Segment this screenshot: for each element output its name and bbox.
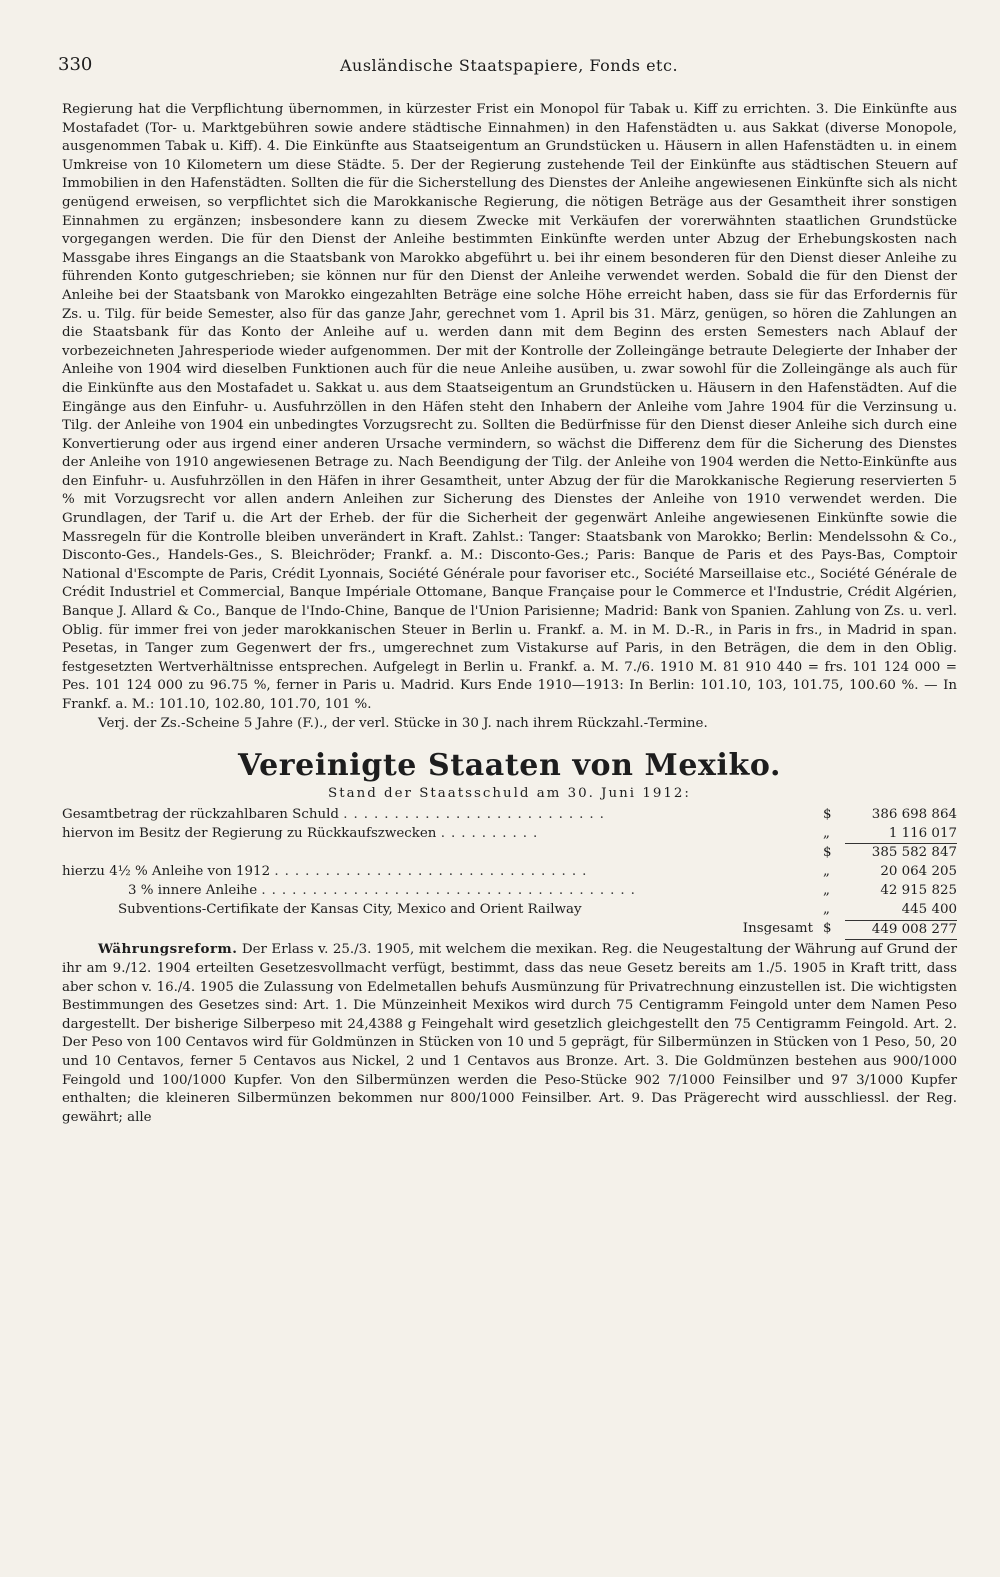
table-row xyxy=(62,806,957,825)
currency-sign: $ xyxy=(823,921,832,937)
debt-label: Gesamtbetrag der rückzahlbaren Schuld xyxy=(62,806,339,822)
table-row xyxy=(62,844,957,863)
table-row xyxy=(62,825,957,844)
section-title: Vereinigte Staaten von Mexiko. xyxy=(237,748,782,784)
reform-heading: Währungsreform. xyxy=(98,941,238,958)
debt-label: hiervon im Besitz der Regierung zu Rückkaufszwecken xyxy=(62,825,437,841)
debt-label: 4½ % Anleihe von 1912 xyxy=(109,864,271,880)
debt-amount: 1 116 017 xyxy=(845,825,957,844)
table-row xyxy=(62,901,957,920)
total-label: Insgesamt xyxy=(742,921,813,937)
paragraph-morocco-loan: Regierung hat die Verpflichtung übernommen, in kürzester Frist ein Monopol für Tabak u. Kiff zu errichten. 3. Die Einkünfte aus Mostafadet (Tor- u. Marktgebühren sowie andere städtische Einnahmen) in den Hafenstädten u. aus Sakkat (diverse Monopole, ausgenommen Tabak u. Kiff). 4. Die Einkünfte aus Staatseigentum an Grundstücken u. Häusern in allen Hafenstädten u. in einem Umkreise von 10 Kilometern um diese Städte. 5. Der der Regierung zustehende Teil der Einkünfte aus städtischen Steuern auf Immobilien in den Hafenstädten. Sollten die für die Sicherstellung des Dienstes der Anleihe angewiesenen Einkünfte sich als nicht genügend erweisen, so verpflichtet sich die Marokkanische Regierung, die nötigen Beträge aus der Gesamtheit ihrer sonstigen Einnahmen zu ergänzen; insbesondere kann zu diesem Zwecke mit Verkäufen der vorerwähnten staatlichen Grundstücke vorgegangen werden. Die für den Dienst der Anleihe bestimmten Einkünfte werden unter Abzug der Erhebungskosten nach Massgabe ihres Eingangs an die Staatsbank von Marokko abgeführt u. bei ihr einem besonderen für den Dienst dieser Anleihe zu führenden Konto gutgeschrieben; sie können nur für den Dienst der Anleihe verwendet werden. Sobald die für den Dienst der Anleihe bei der Staatsbank von Marokko eingezahlten Beträge eine solche Höhe erreicht haben, dass sie für das Erfordernis für Zs. u. Tilg. für beide Semester, also für das ganze Jahr, gerechnet vom 1. April bis 31. März, genügen, so hören die Zahlungen an die Staatsbank für das Konto der Anleihe auf u. werden dann mit dem Beginn des ersten Semesters nach Ablauf der vorbezeichneten Jahresperiode wieder aufgenommen. Der mit der Kontrolle der Zolleingänge betraute Delegierte der Inhaber der Anleihe von 1904 wird dieselben Funktionen auch für die neue Anleihe ausüben, u. zwar sowohl für die Zolleingänge als auch für die Einkünfte aus den Mostafadet u. Sakkat u. aus dem Staatseigentum an Grundstücken u. Häusern in den Hafenstädten. Auf die Eingänge aus den Einfuhr- u. Ausfuhrzöllen in den Häfen steht den Inhabern der Anleihe vom Jahre 1904 für die Verzinsung u. Tilg. der Anleihe von 1904 ein unbedingtes Vorzugsrecht zu. Sollten die Bedürfnisse für den Dienst dieser Anleihe sich durch eine Konvertierung oder aus irgend einer anderen Ursache vermindern, so wächst die Differenz dem für die Sicherung des Dienstes der Anleihe von 1910 angewiesenen Betrage zu. Nach Beendigung der Tilg. der Anleihe von 1904 werden die Netto-Einkünfte aus den Einfuhr- u. Ausfuhrzöllen in den Häfen in ihrer Gesamtheit, unter Abzug der für die Marokkanische Regierung reservierten 5 % mit Vorzugsrecht vor allen andern Anleihen zur Sicherung des Dienstes der Anleihe von 1910 verwendet werden. Die Grundlagen, der Tarif u. die Art der Erheb. der für die Sicherheit der gegenwärt Anleihe angewiesenen Einkünfte sowie die Massregeln für die Kontrolle bleiben unverändert in Kraft. Zahlst.: Tanger: Staatsbank von Marokko; Berlin: Mendelssohn & Co., Disconto-Ges., Handels-Ges., S. Bleichröder; Frankf. a. M.: Disconto-Ges.; Paris: Banque de Paris et des Pays-Bas, Comptoir National d'Escompte de Paris, Crédit Lyonnais, Société Générale pour favoriser etc., Société Marseillaise etc., Société Générale de Crédit Industriel et Commercial, Banque Impériale Ottomane, Banque Française pour le Commerce et l'Industrie, Crédit Algérien, Banque J. Allard & Co., Banque de l'Indo-Chine, Banque de l'Union Parisienne; Madrid: Bank von Spanien. Zahlung von Zs. u. verl. Oblig. für immer frei von jeder marokkanischen Steuer in Berlin u. Frankf. a. M. in M. D.-R., in Paris in frs., in Madrid in span. Pesetas, in Tanger zum Gegenwert der frs., umgerechnet zum Vistakurse auf Paris, in den Beträgen, die dem in den Oblig. festgesetzten Wertverhältnisse entsprechen. Aufgelegt in Berlin u. Frankf. a. M. 7./6. 1910 M. 81 910 440 = frs. 101 124 000 = Pes. 101 124 000 zu 96.75 %, ferner in Paris u. Madrid. Kurs Ende 1910—1913: In Berlin: 101.10, 103, 101.75, 100.60 %. — In Frankf. a. M.: 101.10, 102.80, 101.70, 101 %. xyxy=(62,102,957,712)
table-row-total xyxy=(62,920,957,940)
leader-dots: .......................... xyxy=(343,806,610,822)
debt-amount: 20 064 205 xyxy=(880,864,957,880)
debt-prefix: hierzu xyxy=(62,864,105,880)
leader-dots: ............................... xyxy=(274,864,593,880)
section-subtitle: Stand der Staatsschuld am 30. Juni 1912: xyxy=(328,786,691,802)
paragraph-prescription: Verj. der Zs.-Scheine 5 Jahre (F.)., der verl. Stücke in 30 J. nach ihrem Rückzahl.-Termine. xyxy=(98,715,708,731)
currency-sign: „ xyxy=(823,901,830,917)
currency-sign: $ xyxy=(823,844,832,860)
leader-dots: ..................................... xyxy=(261,882,641,898)
currency-sign: „ xyxy=(823,864,830,880)
currency-sign: $ xyxy=(823,806,832,822)
page-header xyxy=(58,54,960,78)
currency-sign: „ xyxy=(823,825,830,841)
debt-label: 3 % innere Anleihe xyxy=(128,882,258,898)
debt-amount: 42 915 825 xyxy=(880,882,957,898)
currency-sign: „ xyxy=(823,882,830,898)
debt-amount: 385 582 847 xyxy=(871,845,957,861)
table-row xyxy=(62,882,957,901)
debt-label: Subventions-Certifikate der Kansas City, Mexico and Orient Railway xyxy=(118,901,582,917)
paragraph-currency-reform xyxy=(62,940,957,1127)
running-title: Ausländische Staatspapiere, Fonds etc. xyxy=(339,56,679,75)
total-amount: 449 008 277 xyxy=(845,920,957,940)
reform-text: Der Erlass v. 25./3. 1905, mit welchem die mexikan. Reg. die Neugestaltung der Währung auf Grund der ihr am 9./12. 1904 erteilten Gesetzesvollmacht verfügt, bestimmt, dass das neue Gesetz bereits am 1./5. 1905 in Kraft tritt, dass aber schon v. 16./4. 1905 die Zulassung von Edelmetallen behufs Ausmünzung für Privatrechnung einzustellen ist. Die wichtigsten Bestimmungen des Gesetzes sind: Art. 1. Die Münzeinheit Mexikos wird durch 75 Centigramm Feingold unter dem Namen Peso dargestellt. Der bisherige Silberpeso mit 24,4388 g Feingehalt wird gesetzlich gleichgestellt den 75 Centigramm Feingold. Art. 2. Der Peso von 100 Centavos wird für Goldmünzen in Stücken von 10 und 5 geprägt, für Silbermünzen in Stücken von 1 Peso, 50, 20 und 10 Centavos, ferner 5 Centavos aus Nickel, 2 und 1 Centavos aus Bronze. Art. 3. Die Goldmünzen bestehen aus 900/1000 Feingold und 100/1000 Kupfer. Von den Silbermünzen werden die Peso-Stücke 902 7/1000 Feinsilber und 97 3/1000 Kupfer enthalten; die kleineren Silbermünzen bekommen nur 800/1000 Feinsilber. Art. 9. Das Prägerecht wird ausschliessl. der Reg. gewährt; alle xyxy=(62,942,957,1125)
debt-amount: 445 400 xyxy=(845,901,957,920)
page-number: 330 xyxy=(58,54,93,75)
table-row xyxy=(62,863,957,882)
page-body xyxy=(62,101,957,1127)
debt-table xyxy=(62,806,957,941)
debt-amount: 386 698 864 xyxy=(871,806,957,822)
leader-dots: .......... xyxy=(440,825,544,841)
